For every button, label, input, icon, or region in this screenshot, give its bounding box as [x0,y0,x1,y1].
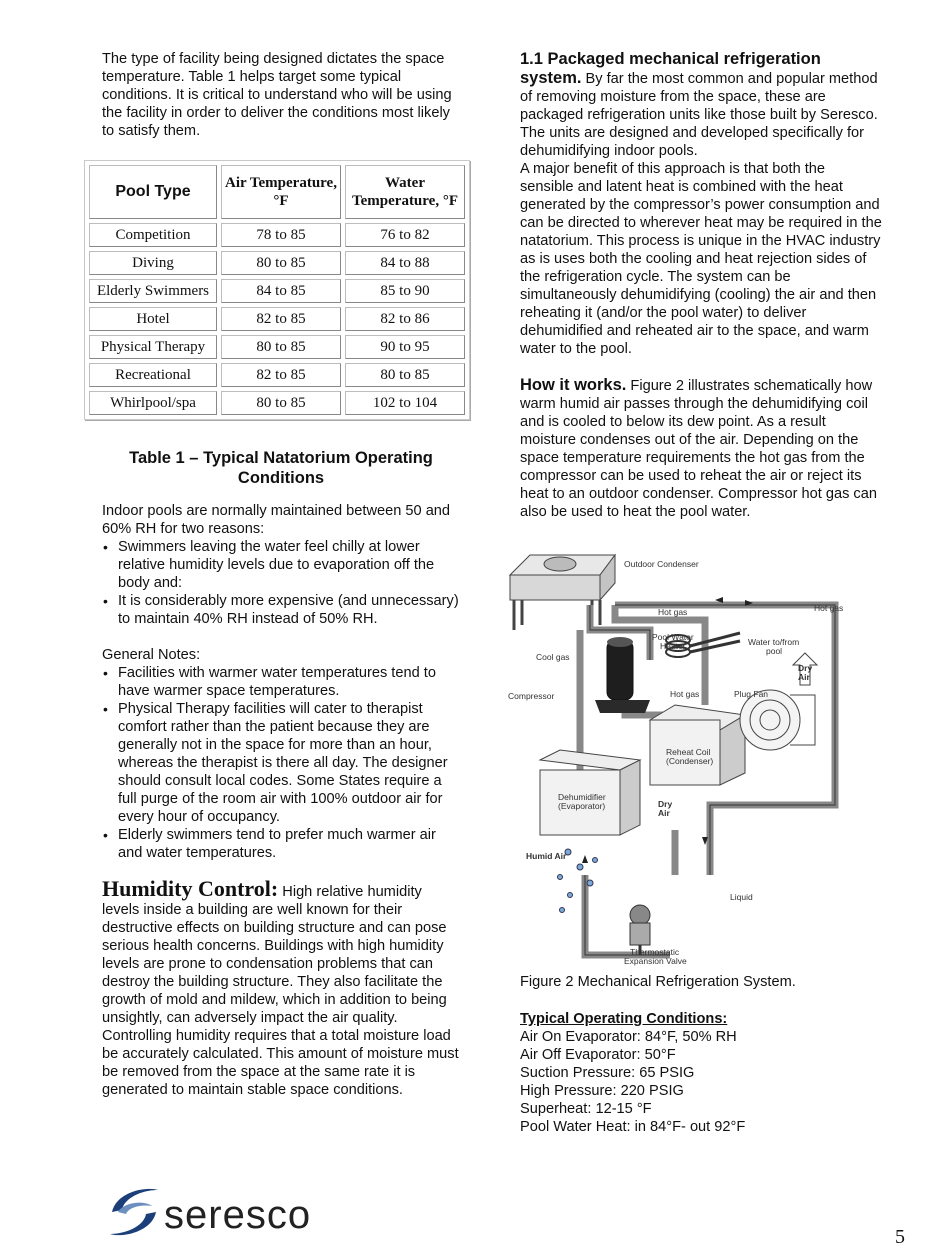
header-pool-type: Pool Type [89,165,217,219]
header-air-temperature: Air Temperature, °F [221,165,341,219]
label-dehumidifier-1: Dehumidifier [558,792,606,802]
reheat-coil-box [650,705,745,785]
table-row [89,307,465,331]
list-item: • Elderly swimmers tend to prefer much warmer air and water temperatures. [102,826,460,862]
cell-pool-type: Competition [89,223,217,247]
logo-wordmark: seresco [164,1193,312,1237]
label-dry-air-lower-1: Dry [658,799,673,809]
label-hot-gas-right: Hot gas [814,603,844,613]
label-water-pool-2: pool [766,646,783,656]
label-hot-gas-mid: Hot gas [670,689,700,699]
section-text-1: By far the most common and popular method of removing moisture from the space, these are packaged refrigeration units like those built by Seresco. The units are designed and developed specifically for dehumidifying indoor pools. [520,71,878,159]
label-dry-air-lower-2: Air [658,808,670,818]
how-it-works-paragraph [520,376,882,521]
section-paragraph [520,50,882,160]
cell-air-temp: 78 to 85 [221,223,341,247]
section-text-2: A major benefit of this approach is that both the sensible and latent heat is combined with the heat generated by the compressor’s power consumption and can be directed to wherever heat may be required in the natatorium. This process is unique in the HVAC industry as is uses both the cooling and heat rejection sides of the refrigeration cycle. The system can be simultaneously dehumidifying (cooling) the air and then reheating it (and/or the pool water) to deliver dehumidified and reheated air to the space, and warm water to the pool. [520,161,882,357]
cell-water-temp: 82 to 86 [345,307,465,331]
list-item: • Facilities with warmer water temperatures tend to have warmer space temperatures. [102,664,460,700]
table-row [89,223,465,247]
rh-bullet-list [102,538,460,628]
label-cool-gas: Cool gas [536,652,570,662]
label-dry-air-top-1: Dry [798,663,813,673]
table-header-row [89,165,465,219]
list-item: • It is considerably more expensive (and unnecessary) to maintain 40% RH instead of 50% RH. [102,592,460,628]
lower-left-content [102,502,460,1099]
label-hot-gas-top: Hot gas [658,607,688,617]
label-plug-fan: Plug Fan [734,689,769,699]
cell-pool-type: Elderly Swimmers [89,279,217,303]
cell-air-temp: 82 to 85 [221,363,341,387]
operating-conditions-title: Typical Operating Conditions: [520,1011,728,1027]
operating-conditions [520,1010,745,1136]
label-dehumidifier-2: (Evaporator) [558,801,606,811]
general-notes-list [102,664,460,862]
cell-water-temp: 90 to 95 [345,335,465,359]
general-notes-title: General Notes: [102,647,201,663]
table-row [89,363,465,387]
table-row [89,251,465,275]
humidity-text: High relative humidity levels inside a building are well known for their destructive effects on building structure and can pose serious health concerns. Buildings with high humidity levels are prone to condensation problems that can destroy the building structure. They also facilitate the growth of mold and mildew, which in addition to being unsightly, can adversely impact the air quality. Controlling humidity requires that a total moisture load be accurately calculated. This amount of moisture must be removed from the space at the same rate it is generated to maintain stable space conditions. [102,884,459,1098]
table-row [89,279,465,303]
list-item: • Physical Therapy facilities will cater to therapist comfort rather than the patient because they are generally not in the space for more than an hour, whereas the therapist is there all day. The designer should consult local codes. Some States require a full purge of the room air with 100% outdoor air for every hour of occupancy. [102,700,460,826]
refrigeration-system-diagram [500,545,860,970]
list-item: Superheat: 12-15 °F [520,1101,652,1117]
label-txv-2: Expansion Valve [624,956,687,966]
list-item: Pool Water Heat: in 84°F- out 92°F [520,1119,746,1135]
how-it-works-title: How it works. [520,376,627,394]
list-item: Suction Pressure: 65 PSIG [520,1065,695,1081]
right-column [520,50,882,521]
page-number: 5 [895,1226,905,1248]
cell-water-temp: 76 to 82 [345,223,465,247]
compressor [595,637,650,713]
cell-water-temp: 84 to 88 [345,251,465,275]
figure-caption: Figure 2 Mechanical Refrigeration System. [520,974,796,990]
pool-conditions-table [84,160,470,420]
humidity-paragraph [102,876,460,1099]
seresco-logo [106,1182,346,1242]
table-caption: Table 1 – Typical Natatorium Operating Conditions [129,449,433,487]
table-row [89,391,465,415]
cell-water-temp: 80 to 85 [345,363,465,387]
cell-air-temp: 80 to 85 [221,251,341,275]
cell-pool-type: Recreational [89,363,217,387]
cell-pool-type: Whirlpool/spa [89,391,217,415]
cell-air-temp: 80 to 85 [221,335,341,359]
left-column [102,50,460,166]
rh-intro: Indoor pools are normally maintained between 50 and 60% RH for two reasons: [102,503,451,537]
list-item: Air On Evaporator: 84°F, 50% RH [520,1029,737,1045]
list-item: Air Off Evaporator: 50°F [520,1047,676,1063]
swirl-icon [110,1189,158,1235]
cell-water-temp: 102 to 104 [345,391,465,415]
label-reheat-coil-1: Reheat Coil [666,747,711,757]
plug-fan [740,690,815,750]
humidity-title: Humidity Control: [102,876,279,901]
how-it-works-text: Figure 2 illustrates schematically how warm humid air passes through the dehumidifying coil and is cooled to below its dew point. As a result moisture condenses out of the air. Depending on the space temperature requirements the hot gas from the compressor can be used to reheat the air or reject its heat to an outdoor condenser. Compressor hot gas can also be used to heat the pool water. [520,378,877,520]
label-compressor: Compressor [508,691,555,701]
cell-pool-type: Physical Therapy [89,335,217,359]
cell-air-temp: 84 to 85 [221,279,341,303]
label-pool-water-heater-2: Heater [660,641,686,651]
section-title: 1.1 Packaged mechanical refrigeration system. [520,50,821,87]
intro-paragraph: The type of facility being designed dictates the space temperature. Table 1 helps target some typical conditions. It is critical to understand who will be using the facility in order to deliver the conditions most likely to satisfy them. [102,51,452,139]
label-liquid: Liquid [730,892,753,902]
label-dry-air-top-2: Air [798,672,810,682]
cell-water-temp: 85 to 90 [345,279,465,303]
cell-air-temp: 82 to 85 [221,307,341,331]
cell-pool-type: Diving [89,251,217,275]
list-item: • Swimmers leaving the water feel chilly at lower relative humidity levels due to evaporation off the body and: [102,538,460,592]
label-humid-air: Humid Air [526,851,567,861]
outdoor-condenser-unit [510,555,615,630]
label-outdoor-condenser: Outdoor Condenser [624,559,699,569]
cell-pool-type: Hotel [89,307,217,331]
list-item: High Pressure: 220 PSIG [520,1083,684,1099]
table-row [89,335,465,359]
label-reheat-coil-2: (Condenser) [666,756,714,766]
label-water-pool-1: Water to/from [748,637,800,647]
header-water-temperature: Water Temperature, °F [345,165,465,219]
label-pool-water-heater-1: Pool Water [652,632,694,642]
label-txv-1: Thermostatic [630,947,680,957]
cell-air-temp: 80 to 85 [221,391,341,415]
